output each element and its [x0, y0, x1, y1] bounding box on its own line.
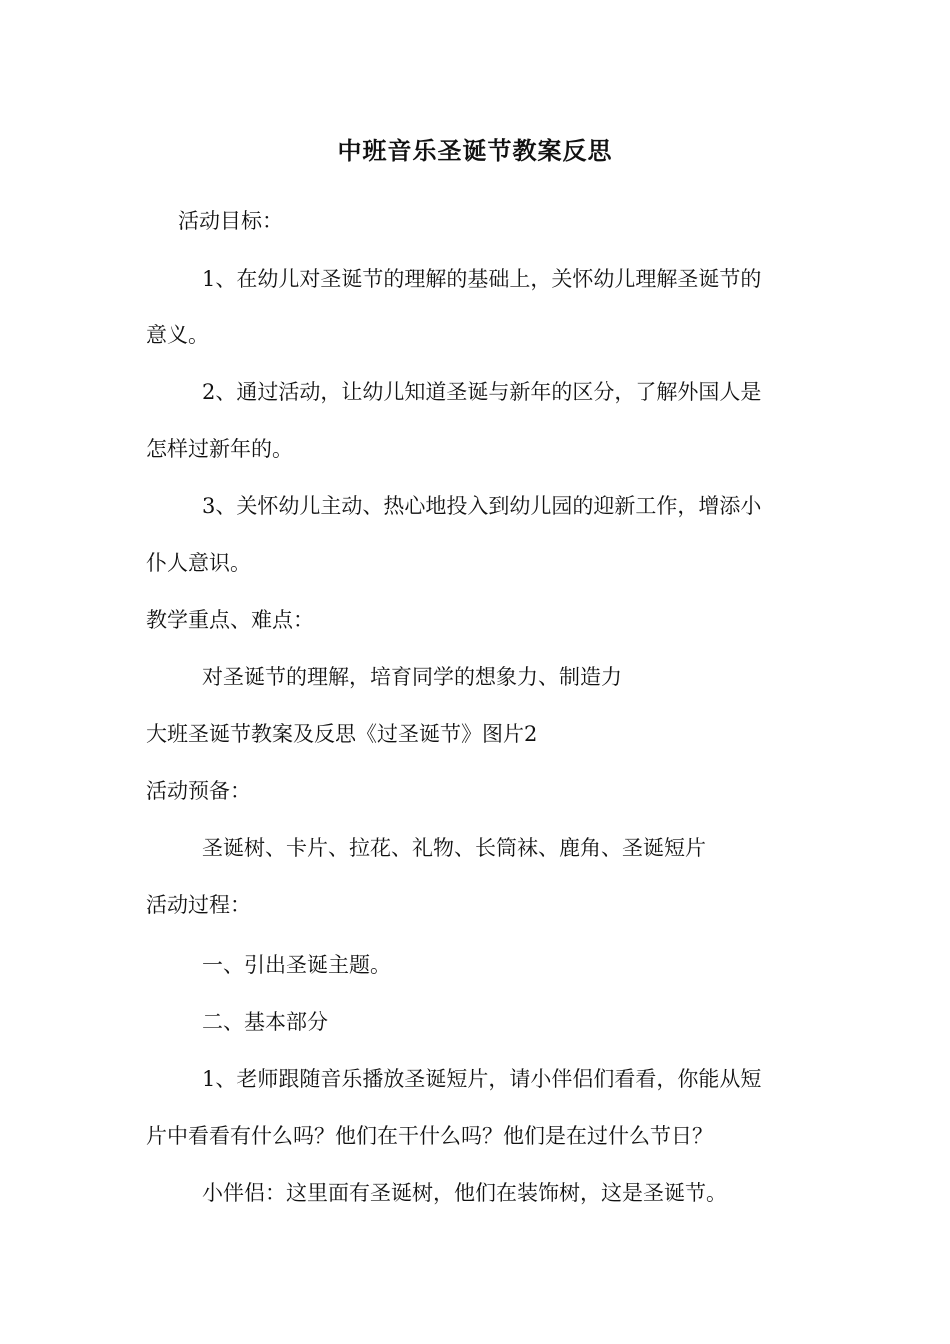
child-response: 小伴侣：这里面有圣诞树，他们在装饰树，这是圣诞节。	[202, 1181, 727, 1205]
goal-1-line-2: 意义。	[146, 323, 209, 347]
process-item-1-line-1: 1、老师跟随音乐播放圣诞短片，请小伴侣们看看，你能从短	[202, 1067, 762, 1091]
goal-3-line-2: 仆人意识。	[146, 551, 251, 575]
process-step-1: 一、引出圣诞主题。	[202, 953, 391, 977]
image-caption: 大班圣诞节教案及反思《过圣诞节》图片2	[146, 722, 538, 746]
goal-3-line-1: 3、关怀幼儿主动、热心地投入到幼儿园的迎新工作，增添小	[202, 494, 762, 518]
process-item-1-line-2: 片中看看有什么吗？他们在干什么吗？他们是在过什么节日？	[146, 1124, 713, 1148]
section-heading-preparation: 活动预备：	[146, 779, 251, 803]
section-heading-process: 活动过程：	[146, 893, 251, 917]
process-step-2: 二、基本部分	[202, 1010, 328, 1034]
section-heading-key-points: 教学重点、难点：	[146, 608, 314, 632]
goal-1-line-1: 1、在幼儿对圣诞节的理解的基础上，关怀幼儿理解圣诞节的	[202, 267, 762, 291]
document-title: 中班音乐圣诞节教案反思	[337, 136, 613, 165]
section-heading-goals: 活动目标：	[178, 209, 283, 233]
preparation-text: 圣诞树、卡片、拉花、礼物、长筒袜、鹿角、圣诞短片	[202, 836, 706, 860]
goal-2-line-2: 怎样过新年的。	[146, 437, 293, 461]
goal-2-line-1: 2、通过活动，让幼儿知道圣诞与新年的区分，了解外国人是	[202, 380, 762, 404]
key-points-text: 对圣诞节的理解，培育同学的想象力、制造力	[202, 665, 622, 689]
